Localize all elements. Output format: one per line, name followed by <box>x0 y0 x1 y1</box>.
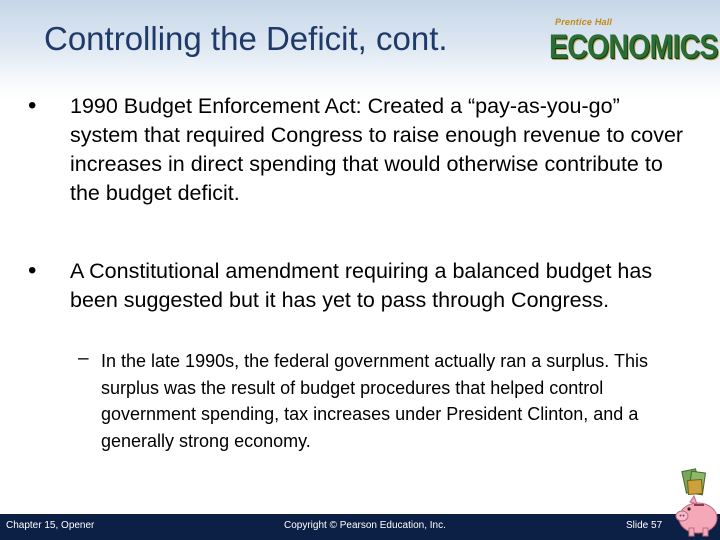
economics-logo <box>549 17 718 71</box>
slide-title: Controlling the Deficit, cont. <box>44 20 448 57</box>
footer-chapter: Chapter 15, Opener <box>6 520 95 531</box>
bullet-text: A Constitutional amendment requiring a balanced budget has been suggested but it has yet to pass through Congress. <box>70 259 653 312</box>
footer-slide-number: Slide 57 <box>626 520 663 531</box>
footer-bar <box>0 514 720 540</box>
bullet-marker: • <box>28 257 37 284</box>
bullet-text: 1990 Budget Enforcement Act: Created a “pay-as-you-go” system that required Congress to raise enough revenue to cover increases in direct spending that would otherwise contribute to the budget deficit. <box>70 94 684 205</box>
sub-bullet-marker: – <box>78 348 89 369</box>
footer-copyright: Copyright © Pearson Education, Inc. <box>284 520 446 531</box>
logo-word: ECONOMICS <box>549 28 718 66</box>
bullet-marker: • <box>28 92 37 119</box>
piggy-bank-icon <box>672 466 718 540</box>
logo-brand: Prentice Hall <box>555 17 613 27</box>
sub-bullet-text: In the late 1990s, the federal government actually ran a surplus. This surplus was the result of budget procedures that helped control government spending, tax increases under President Clinton, and a generally strong economy. <box>101 351 648 451</box>
